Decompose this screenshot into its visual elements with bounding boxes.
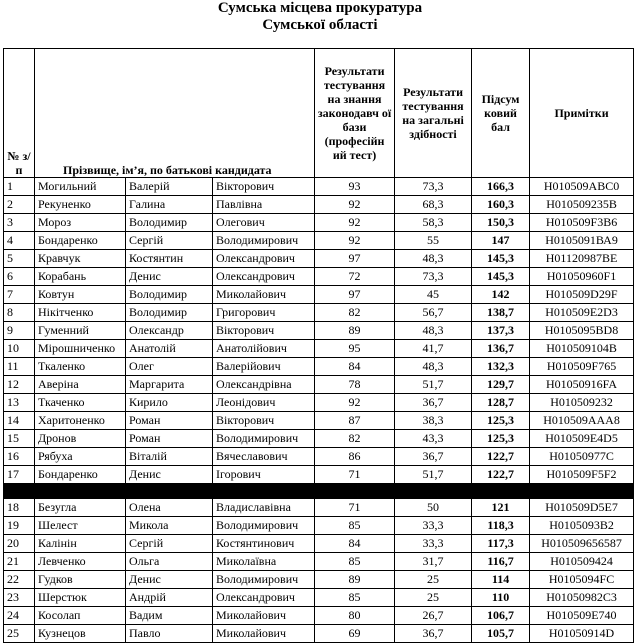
ability-score: 31,7	[395, 553, 472, 571]
patronymic: Анатолійович	[213, 340, 315, 358]
note-code: Н010509D29F	[530, 286, 634, 304]
table-row	[4, 625, 634, 643]
law-score: 84	[315, 535, 395, 553]
table-row	[4, 448, 634, 466]
ability-score: 68,3	[395, 196, 472, 214]
last-name: Косолап	[35, 607, 126, 625]
patronymic: Олександрович	[213, 589, 315, 607]
total-score: 122,7	[472, 448, 530, 466]
law-score: 87	[315, 412, 395, 430]
patronymic: Вікторович	[213, 412, 315, 430]
patronymic: Володимирович	[213, 517, 315, 535]
patronymic: Владиславівна	[213, 499, 315, 517]
ability-score: 48,3	[395, 322, 472, 340]
row-number: 7	[4, 286, 35, 304]
row-number: 18	[4, 499, 35, 517]
row-number: 16	[4, 448, 35, 466]
patronymic: Леонідович	[213, 394, 315, 412]
total-score: 116,7	[472, 553, 530, 571]
law-score: 92	[315, 196, 395, 214]
table-row	[4, 589, 634, 607]
table-row	[4, 394, 634, 412]
row-number: 22	[4, 571, 35, 589]
header-number: № з/п	[4, 49, 35, 178]
first-name: Ольга	[126, 553, 213, 571]
note-code: Н0105093B2	[530, 517, 634, 535]
first-name: Денис	[126, 466, 213, 484]
last-name: Левченко	[35, 553, 126, 571]
ability-score: 38,3	[395, 412, 472, 430]
patronymic: Миколайович	[213, 286, 315, 304]
law-score: 92	[315, 214, 395, 232]
ability-score: 36,7	[395, 394, 472, 412]
table-row	[4, 250, 634, 268]
first-name: Віталій	[126, 448, 213, 466]
row-number: 9	[4, 322, 35, 340]
law-score: 80	[315, 607, 395, 625]
last-name: Кравчук	[35, 250, 126, 268]
first-name: Павло	[126, 625, 213, 643]
patronymic: Олегович	[213, 214, 315, 232]
total-score: 147	[472, 232, 530, 250]
note-code: Н01050916FA	[530, 376, 634, 394]
note-code: Н01050977C	[530, 448, 634, 466]
law-score: 92	[315, 232, 395, 250]
first-name: Роман	[126, 412, 213, 430]
first-name: Денис	[126, 571, 213, 589]
first-name: Володимир	[126, 286, 213, 304]
first-name: Анатолій	[126, 340, 213, 358]
row-number: 3	[4, 214, 35, 232]
total-score: 106,7	[472, 607, 530, 625]
header-law-test: Результати тестування на знання законодавч ої бази (професійн ий тест)	[315, 49, 395, 178]
first-name: Валерій	[126, 178, 213, 196]
total-score: 145,3	[472, 268, 530, 286]
table-body-bottom	[4, 499, 634, 643]
first-name: Маргарита	[126, 376, 213, 394]
law-score: 85	[315, 517, 395, 535]
last-name: Дронов	[35, 430, 126, 448]
total-score: 128,7	[472, 394, 530, 412]
ability-score: 45	[395, 286, 472, 304]
total-score: 150,3	[472, 214, 530, 232]
total-score: 142	[472, 286, 530, 304]
table-row	[4, 517, 634, 535]
table-row	[4, 286, 634, 304]
note-code: Н010509АВС0	[530, 178, 634, 196]
first-name: Кирило	[126, 394, 213, 412]
table-row	[4, 178, 634, 196]
total-score: 129,7	[472, 376, 530, 394]
table-row	[4, 358, 634, 376]
table-row	[4, 322, 634, 340]
table-row	[4, 232, 634, 250]
law-score: 84	[315, 358, 395, 376]
redaction-bar	[4, 484, 634, 499]
row-number: 24	[4, 607, 35, 625]
patronymic: Олександрівна	[213, 376, 315, 394]
first-name: Сергій	[126, 535, 213, 553]
patronymic: Вікторович	[213, 178, 315, 196]
row-number: 10	[4, 340, 35, 358]
row-number: 4	[4, 232, 35, 250]
ability-score: 48,3	[395, 250, 472, 268]
row-number: 2	[4, 196, 35, 214]
table-row	[4, 553, 634, 571]
note-code: Н010509E740	[530, 607, 634, 625]
note-code: Н010509F765	[530, 358, 634, 376]
last-name: Шелест	[35, 517, 126, 535]
first-name: Вадим	[126, 607, 213, 625]
ability-score: 33,3	[395, 535, 472, 553]
patronymic: Ігорович	[213, 466, 315, 484]
note-code: Н010509424	[530, 553, 634, 571]
table-row	[4, 535, 634, 553]
patronymic: Володимирович	[213, 430, 315, 448]
first-name: Олександр	[126, 322, 213, 340]
last-name: Ткаченко	[35, 394, 126, 412]
patronymic: Володимирович	[213, 571, 315, 589]
patronymic: Олександрович	[213, 250, 315, 268]
last-name: Харитоненко	[35, 412, 126, 430]
last-name: Безугла	[35, 499, 126, 517]
law-score: 93	[315, 178, 395, 196]
ability-score: 41,7	[395, 340, 472, 358]
header-notes: Примітки	[530, 49, 634, 178]
row-number: 19	[4, 517, 35, 535]
total-score: 138,7	[472, 304, 530, 322]
table-row	[4, 571, 634, 589]
total-score: 105,7	[472, 625, 530, 643]
table-row	[4, 412, 634, 430]
row-number: 25	[4, 625, 35, 643]
ability-score: 73,3	[395, 268, 472, 286]
note-code: Н010509104В	[530, 340, 634, 358]
ability-score: 51,7	[395, 376, 472, 394]
document-subtitle: Сумської області	[262, 17, 378, 33]
ability-score: 33,3	[395, 517, 472, 535]
law-score: 95	[315, 340, 395, 358]
last-name: Гуменний	[35, 322, 126, 340]
table-row	[4, 340, 634, 358]
ability-score: 58,3	[395, 214, 472, 232]
total-score: 114	[472, 571, 530, 589]
total-score: 117,3	[472, 535, 530, 553]
ability-score: 73,3	[395, 178, 472, 196]
table-row	[4, 430, 634, 448]
total-score: 118,3	[472, 517, 530, 535]
table-row	[4, 607, 634, 625]
header-name: Прізвище, ім’я, по батькові кандидата	[35, 49, 315, 178]
table-header-row	[4, 49, 634, 178]
last-name: Корабань	[35, 268, 126, 286]
last-name: Ковтун	[35, 286, 126, 304]
note-code: Н010509232	[530, 394, 634, 412]
ability-score: 48,3	[395, 358, 472, 376]
first-name: Денис	[126, 268, 213, 286]
ability-score: 56,7	[395, 304, 472, 322]
total-score: 132,3	[472, 358, 530, 376]
ability-score: 43,3	[395, 430, 472, 448]
total-score: 136,7	[472, 340, 530, 358]
row-number: 6	[4, 268, 35, 286]
note-code: Н0105095BD8	[530, 322, 634, 340]
first-name: Сергій	[126, 232, 213, 250]
last-name: Могильний	[35, 178, 126, 196]
patronymic: Вячеславович	[213, 448, 315, 466]
note-code: Н010509235В	[530, 196, 634, 214]
ability-score: 36,7	[395, 625, 472, 643]
redaction-bar-group	[4, 484, 634, 499]
table-body-top	[4, 178, 634, 484]
last-name: Шерстюк	[35, 589, 126, 607]
first-name: Галина	[126, 196, 213, 214]
header-ability-test: Результати тестування на загальні здібності	[395, 49, 472, 178]
first-name: Роман	[126, 430, 213, 448]
first-name: Андрій	[126, 589, 213, 607]
total-score: 121	[472, 499, 530, 517]
law-score: 69	[315, 625, 395, 643]
last-name: Гудков	[35, 571, 126, 589]
row-number: 1	[4, 178, 35, 196]
last-name: Рекуненко	[35, 196, 126, 214]
last-name: Бондаренко	[35, 232, 126, 250]
law-score: 97	[315, 286, 395, 304]
table-row	[4, 214, 634, 232]
note-code: Н0105094FC	[530, 571, 634, 589]
note-code: Н0105091ВА9	[530, 232, 634, 250]
law-score: 82	[315, 430, 395, 448]
note-code: Н01050960F1	[530, 268, 634, 286]
note-code: Н010509F3B6	[530, 214, 634, 232]
last-name: Рябуха	[35, 448, 126, 466]
law-score: 92	[315, 394, 395, 412]
row-number: 8	[4, 304, 35, 322]
law-score: 71	[315, 499, 395, 517]
note-code: Н010509E4D5	[530, 430, 634, 448]
first-name: Олена	[126, 499, 213, 517]
law-score: 97	[315, 250, 395, 268]
note-code: Н010509AAA8	[530, 412, 634, 430]
note-code: Н010509F5F2	[530, 466, 634, 484]
note-code: Н010509656587	[530, 535, 634, 553]
table-row	[4, 196, 634, 214]
first-name: Володимир	[126, 214, 213, 232]
table-row	[4, 376, 634, 394]
table-row	[4, 499, 634, 517]
row-number: 23	[4, 589, 35, 607]
row-number: 14	[4, 412, 35, 430]
total-score: 125,3	[472, 412, 530, 430]
patronymic: Миколаївна	[213, 553, 315, 571]
first-name: Володимир	[126, 304, 213, 322]
last-name: Ткаленко	[35, 358, 126, 376]
total-score: 122,7	[472, 466, 530, 484]
total-score: 160,3	[472, 196, 530, 214]
table-row	[4, 268, 634, 286]
patronymic: Григорович	[213, 304, 315, 322]
table-row	[4, 466, 634, 484]
note-code: Н01050914D	[530, 625, 634, 643]
patronymic: Миколайович	[213, 607, 315, 625]
note-code: Н01120987ВЕ	[530, 250, 634, 268]
document-title: Сумська місцева прокуратура	[217, 0, 423, 16]
law-score: 89	[315, 322, 395, 340]
patronymic: Володимирович	[213, 232, 315, 250]
ability-score: 36,7	[395, 448, 472, 466]
first-name: Костянтин	[126, 250, 213, 268]
last-name: Кузнецов	[35, 625, 126, 643]
law-score: 85	[315, 553, 395, 571]
note-code: Н01050982C3	[530, 589, 634, 607]
law-score: 89	[315, 571, 395, 589]
patronymic: Павлівна	[213, 196, 315, 214]
ability-score: 50	[395, 499, 472, 517]
ability-score: 25	[395, 589, 472, 607]
table-row	[4, 304, 634, 322]
last-name: Мірошниченко	[35, 340, 126, 358]
row-number: 12	[4, 376, 35, 394]
law-score: 86	[315, 448, 395, 466]
ability-score: 25	[395, 571, 472, 589]
last-name: Калінін	[35, 535, 126, 553]
ability-score: 55	[395, 232, 472, 250]
total-score: 145,3	[472, 250, 530, 268]
ability-score: 51,7	[395, 466, 472, 484]
law-score: 71	[315, 466, 395, 484]
total-score: 110	[472, 589, 530, 607]
last-name: Нікітченко	[35, 304, 126, 322]
last-name: Мороз	[35, 214, 126, 232]
header-total: Підсум ковий бал	[472, 49, 530, 178]
law-score: 85	[315, 589, 395, 607]
law-score: 72	[315, 268, 395, 286]
law-score: 78	[315, 376, 395, 394]
total-score: 137,3	[472, 322, 530, 340]
total-score: 125,3	[472, 430, 530, 448]
patronymic: Олександрович	[213, 268, 315, 286]
note-code: Н010509D5E7	[530, 499, 634, 517]
patronymic: Миколайович	[213, 625, 315, 643]
ability-score: 26,7	[395, 607, 472, 625]
row-number: 17	[4, 466, 35, 484]
patronymic: Валерійович	[213, 358, 315, 376]
row-number: 5	[4, 250, 35, 268]
row-number: 15	[4, 430, 35, 448]
row-number: 21	[4, 553, 35, 571]
patronymic: Вікторович	[213, 322, 315, 340]
note-code: Н010509E2D3	[530, 304, 634, 322]
row-number: 11	[4, 358, 35, 376]
first-name: Микола	[126, 517, 213, 535]
row-number: 13	[4, 394, 35, 412]
row-number: 20	[4, 535, 35, 553]
last-name: Бондаренко	[35, 466, 126, 484]
last-name: Аверіна	[35, 376, 126, 394]
law-score: 82	[315, 304, 395, 322]
total-score: 166,3	[472, 178, 530, 196]
patronymic: Костянтинович	[213, 535, 315, 553]
first-name: Олег	[126, 358, 213, 376]
results-table	[3, 48, 634, 643]
